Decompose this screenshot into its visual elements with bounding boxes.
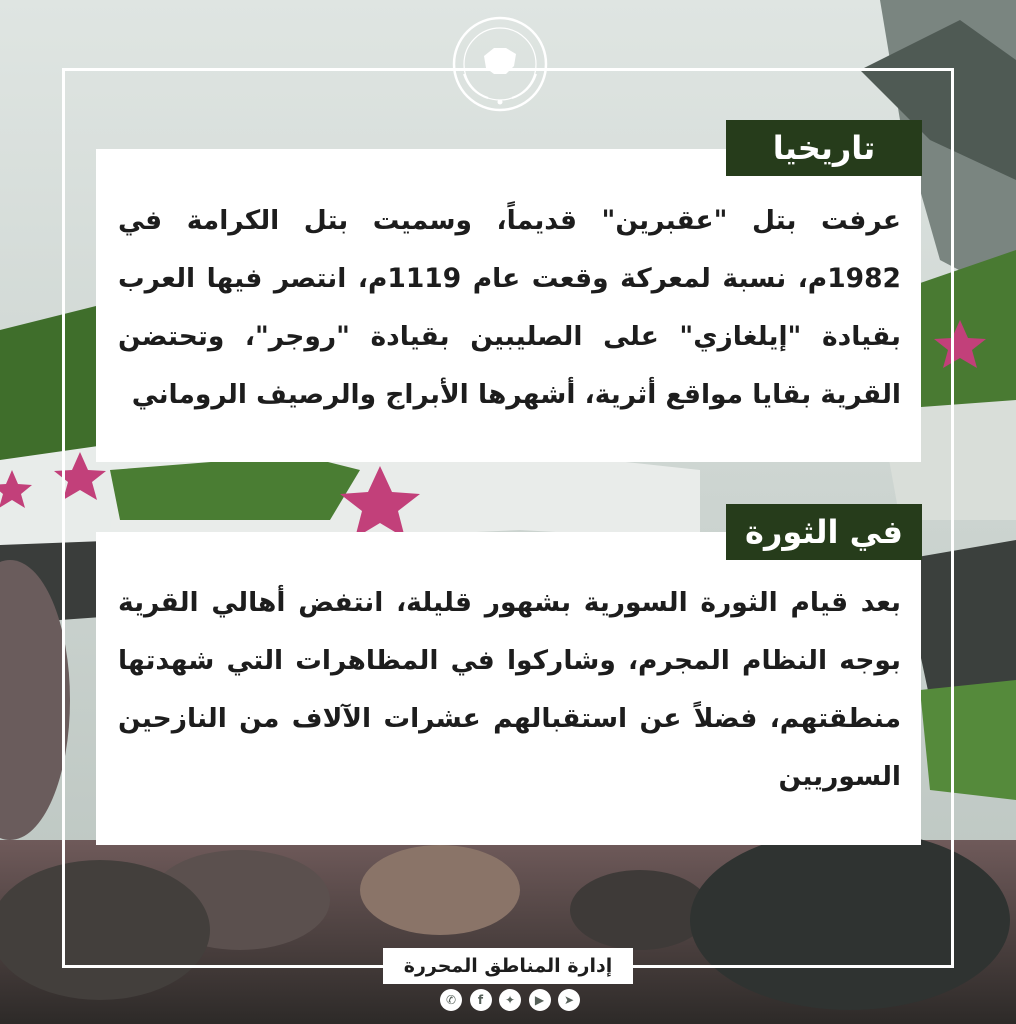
social-icons-row — [440, 989, 580, 1011]
footer-organization-label: إدارة المناطق المحررة — [383, 948, 633, 984]
facebook-icon[interactable]: f — [470, 989, 492, 1011]
history-card — [96, 149, 921, 462]
youtube-icon[interactable]: ▶ — [529, 989, 551, 1011]
revolution-card — [96, 532, 921, 845]
whatsapp-icon[interactable]: ✆ — [440, 989, 462, 1011]
telegram-icon[interactable]: ➤ — [558, 989, 580, 1011]
revolution-body: بعد قيام الثورة السورية بشهور قليلة، انتفض أهالي القرية بوجه النظام المجرم، وشاركوا في المظاهرات التي شهدتها منطقتهم، فضلاً عن استقبالهم عشرات الآلاف من النازحين السوريين — [118, 587, 901, 792]
history-title-tag: تاريخيا — [726, 120, 922, 176]
organization-logo — [450, 14, 550, 114]
revolution-title-tag: في الثورة — [726, 504, 922, 560]
twitter-icon[interactable]: ✦ — [499, 989, 521, 1011]
history-body: عرفت بتل "عقبرين" قديماً، وسميت بتل الكرامة في 1982م، نسبة لمعركة وقعت عام 1119م، انتصر فيها العرب بقيادة "إيلغازي" على الصليبين بقيادة "روجر"، وتحتضن القرية بقايا مواقع أثرية، أشهرها الأبراج والرصيف الروماني — [118, 205, 901, 410]
